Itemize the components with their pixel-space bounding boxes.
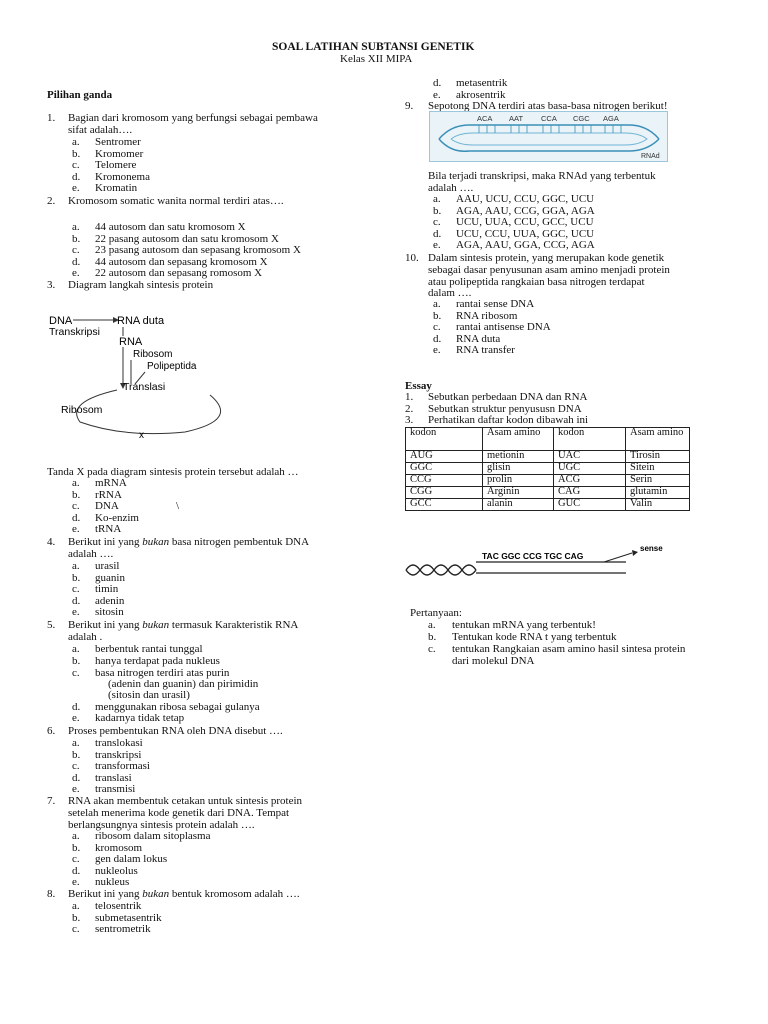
codon-4: CGC — [573, 114, 590, 123]
option-text: mRNA — [95, 477, 127, 489]
text-part: basa nitrogen pembentuk DNA — [169, 536, 310, 548]
option-letter: 3. — [405, 414, 414, 427]
table-header-cell: Asam amino — [626, 428, 690, 451]
option-letter: a. — [433, 298, 441, 310]
option-text: RNA transfer — [456, 344, 515, 357]
codon-2: AAT — [509, 114, 524, 123]
dna-sequence: TAC GGC CCG TGC CAG — [482, 551, 584, 561]
text-emphasis: bukan — [142, 619, 170, 631]
table-row — [406, 475, 690, 487]
page-subtitle: Kelas XII MIPA — [340, 53, 413, 65]
stray-mark: \ — [176, 500, 180, 512]
question-text: RNA akan membentuk cetakan untuk sintesis protein — [68, 795, 303, 807]
option-text: 22 pasang autosom dan satu kromosom X — [95, 232, 279, 245]
option-letter: a. — [72, 643, 80, 655]
option-letter: 2. — [405, 402, 414, 415]
protein-synthesis-diagram — [45, 310, 245, 440]
table-header-cell: kodon — [554, 428, 626, 451]
label-rna-duta: RNA duta — [117, 315, 165, 327]
option-text: ribosom dalam sitoplasma — [95, 830, 211, 842]
option-text: adenin — [95, 594, 125, 607]
option-letter: b. — [433, 309, 442, 322]
option-letter: a. — [72, 737, 80, 749]
label-x: x — [139, 430, 144, 440]
text-part: Berikut ini yang — [68, 888, 143, 900]
option-letter: a. — [72, 136, 80, 148]
question-text: adalah …. — [428, 182, 474, 194]
table-cell: CCG — [406, 475, 483, 487]
option-letter: b. — [72, 488, 81, 501]
option-letter: e. — [72, 523, 80, 536]
option-letter: d. — [433, 227, 442, 240]
codon-table — [405, 427, 690, 511]
option-text: kadarnya tidak tetap — [95, 712, 185, 724]
option-text: rRNA — [95, 488, 122, 501]
question-text: adalah . — [68, 631, 103, 643]
table-cell: Tirosin — [626, 451, 690, 463]
text-part: Berikut ini yang — [68, 536, 143, 548]
option-letter: c. — [433, 216, 441, 229]
option-text: UCU, UUA, CCU, GCC, UCU — [456, 216, 594, 229]
option-letter: d. — [72, 170, 81, 183]
option-text: translasi — [95, 771, 132, 784]
text-part: bentuk kromosom adalah …. — [169, 888, 300, 900]
option-text: telosentrik — [95, 900, 142, 912]
option-text: 23 pasang autosom dan sepasang kromosom X — [95, 244, 301, 257]
table-cell: prolin — [483, 475, 554, 487]
option-text: gen dalam lokus — [95, 853, 168, 866]
option-letter: a. — [433, 193, 441, 205]
option-letter: a. — [72, 560, 80, 572]
question-text: setelah menerima kode genetik dari DNA. Tempat — [68, 807, 290, 819]
label-transkripsi: Transkripsi — [49, 326, 100, 338]
question-text — [68, 889, 300, 900]
option-letter: e. — [72, 712, 80, 724]
option-letter: e. — [433, 239, 441, 252]
text-emphasis: bukan — [142, 536, 170, 548]
table-cell: UAC — [554, 451, 626, 463]
option-text: RNA duta — [456, 332, 501, 345]
label-sense: sense — [640, 544, 663, 553]
option-text: rantai sense DNA — [456, 298, 535, 310]
table-row — [406, 451, 690, 463]
dna-strand-figure — [404, 540, 684, 580]
option-letter: b. — [72, 232, 81, 245]
codon-3: CCA — [541, 114, 557, 123]
dna-segment-figure — [429, 111, 669, 163]
option-text: AGA, AAU, GGA, CCG, AGA — [456, 239, 595, 252]
option-letter: d. — [72, 864, 81, 877]
option-letter: e. — [72, 606, 80, 619]
option-text: 44 autosom dan satu kromosom X — [95, 221, 246, 233]
option-text: tRNA — [95, 523, 122, 536]
option-text: (sitosin dan urasil) — [108, 689, 190, 701]
option-text: rantai antisense DNA — [456, 321, 551, 334]
option-letter: e. — [72, 267, 80, 280]
label-dna: DNA — [49, 315, 73, 327]
question-text: berlangsungnya sintesis protein adalah …. — [68, 819, 255, 831]
option-text: (adenin dan guanin) dan pirimidin — [108, 678, 259, 690]
option-letter: c. — [72, 159, 80, 172]
label-rna: RNA — [119, 336, 143, 348]
table-cell: metionin — [483, 451, 554, 463]
option-letter: d. — [433, 332, 442, 345]
option-letter: e. — [72, 783, 80, 796]
question-text: Bagian dari kromosom yang berfungsi sebagai pembawa — [68, 112, 318, 124]
table-cell: Valin — [626, 499, 690, 511]
question-text: sifat adalah…. — [68, 124, 133, 136]
option-letter: b. — [72, 655, 81, 667]
label-rnad: RNAd — [641, 153, 660, 160]
table-cell: AUG — [406, 451, 483, 463]
table-cell: GGC — [406, 463, 483, 475]
option-letter: c. — [72, 583, 80, 596]
table-cell: CGG — [406, 487, 483, 499]
option-text: tentukan mRNA yang terbentuk! — [452, 619, 596, 631]
option-text: tentukan Rangkaian asam amino hasil sintesa protein — [452, 643, 686, 655]
option-letter: b. — [72, 841, 81, 854]
option-text: Perhatikan daftar kodon dibawah ini — [428, 414, 589, 427]
option-letter: b. — [72, 147, 81, 160]
question-text: Proses pembentukan RNA oleh DNA disebut …. — [68, 725, 283, 737]
question-number: 9. — [405, 100, 414, 112]
option-text: urasil — [95, 560, 120, 572]
option-letter: c. — [72, 500, 80, 513]
question-text: dalam …. — [428, 287, 472, 299]
option-letter: c. — [72, 244, 80, 257]
option-letter: e. — [433, 88, 441, 101]
option-letter: c. — [72, 760, 80, 773]
table-cell: GCC — [406, 499, 483, 511]
option-text: kromosom — [95, 841, 143, 854]
table-header-row — [406, 428, 690, 451]
table-row — [406, 463, 690, 475]
option-text: guanin — [95, 571, 125, 584]
option-letter: a. — [72, 477, 80, 489]
option-letter: e. — [433, 344, 441, 357]
page-title: SOAL LATIHAN SUBTANSI GENETIK — [272, 41, 475, 53]
option-letter: b. — [433, 204, 442, 217]
option-letter: c. — [428, 643, 436, 655]
question-number: 4. — [47, 536, 56, 548]
option-text: 44 autosom dan sepasang kromosom X — [95, 255, 268, 268]
option-text: submetasentrik — [95, 911, 162, 924]
arrow-sense — [604, 553, 632, 562]
label-polipeptida: Polipeptida — [147, 361, 197, 372]
label-translasi: Translasi — [123, 381, 166, 393]
option-letter: a. — [72, 900, 80, 912]
option-letter: c. — [72, 923, 80, 936]
question-number: 10. — [405, 252, 419, 264]
option-letter: d. — [72, 701, 81, 713]
table-header-cell: kodon — [406, 428, 483, 451]
question-number: 7. — [47, 795, 56, 807]
option-text: Kromonema — [95, 170, 150, 183]
question-text: atau polipeptida rangkaian basa nitrogen terdapat — [428, 276, 645, 288]
option-text: RNA ribosom — [456, 309, 518, 322]
option-text: translokasi — [95, 737, 143, 749]
codon-5: AGA — [603, 114, 619, 123]
question-text: Sepotong DNA terdiri atas basa-basa nitrogen berikut! — [428, 100, 668, 112]
option-text: Kromatin — [95, 182, 138, 195]
option-text: transkripsi — [95, 748, 142, 761]
option-text: AGA, AAU, CCG, GGA, AGA — [456, 204, 595, 217]
option-text: transmisi — [95, 783, 136, 796]
option-text: Sebutkan struktur penyususn DNA — [428, 402, 582, 415]
option-text: transformasi — [95, 760, 150, 773]
option-text: Tentukan kode RNA t yang terbentuk — [452, 631, 617, 643]
table-cell: GUC — [554, 499, 626, 511]
option-text: Sentromer — [95, 136, 141, 148]
option-text: Telomere — [95, 159, 137, 172]
option-letter: b. — [72, 911, 81, 924]
option-text: hanya terdapat pada nukleus — [95, 655, 220, 667]
table-cell: UGC — [554, 463, 626, 475]
question-text: Kromosom somatic wanita normal terdiri atas…. — [68, 195, 284, 207]
option-letter: a. — [72, 830, 80, 842]
option-text: menggunakan ribosa sebagai gulanya — [95, 701, 260, 713]
option-text: Kromomer — [95, 147, 144, 160]
option-letter: a. — [428, 619, 436, 631]
option-letter: b. — [72, 748, 81, 761]
text-part: termasuk Karakteristik RNA — [169, 619, 299, 631]
question-text — [68, 537, 309, 548]
question-text: sebagai dasar penyusunan asam amino menjadi protein — [428, 264, 670, 276]
option-text: 22 autosom dan sepasang romosom X — [95, 267, 263, 280]
question-number: 3. — [47, 279, 56, 291]
option-text: Sebutkan perbedaan DNA dan RNA — [428, 391, 588, 403]
question-text — [68, 620, 298, 631]
text-emphasis: bukan — [142, 888, 170, 900]
table-cell: alanin — [483, 499, 554, 511]
option-text: Ko-enzim — [95, 511, 139, 524]
option-letter: c. — [433, 321, 441, 334]
question-text: Dalam sintesis protein, yang merupakan kode genetik — [428, 252, 665, 264]
table-header-cell: Asam amino — [483, 428, 554, 451]
option-letter: a. — [72, 221, 80, 233]
pertanyaan-title: Pertanyaan: — [410, 607, 462, 619]
question-text: Bila terjadi transkripsi, maka RNAd yang terbentuk — [428, 170, 656, 182]
table-cell: glisin — [483, 463, 554, 475]
arrowhead — [632, 550, 638, 556]
table-cell: Sitein — [626, 463, 690, 475]
option-letter: c. — [72, 853, 80, 866]
table-row — [406, 499, 690, 511]
table-cell: CAG — [554, 487, 626, 499]
option-text: dari molekul DNA — [452, 655, 535, 667]
question-number: 5. — [47, 619, 56, 631]
table-cell: Arginin — [483, 487, 554, 499]
section-essay: Essay — [405, 380, 432, 392]
question-number: 6. — [47, 725, 56, 737]
option-letter: d. — [72, 511, 81, 524]
option-text: sentrometrik — [95, 923, 151, 936]
option-text: timin — [95, 583, 119, 596]
table-cell: glutamin — [626, 487, 690, 499]
option-text: berbentuk rantai tunggal — [95, 643, 203, 655]
option-letter: b. — [72, 571, 81, 584]
option-letter: 1. — [405, 391, 414, 403]
question-text: Tanda X pada diagram sintesis protein tersebut adalah … — [47, 466, 299, 478]
option-text: basa nitrogen terdiri atas purin — [95, 667, 230, 679]
option-letter: b. — [428, 631, 437, 643]
option-letter: d. — [72, 594, 81, 607]
table-cell: ACG — [554, 475, 626, 487]
option-text: metasentrik — [456, 77, 508, 89]
option-letter: d. — [433, 77, 442, 89]
question-number: 2. — [47, 195, 56, 207]
codon-1: ACA — [477, 114, 493, 123]
option-letter: e. — [72, 876, 80, 889]
question-number: 8. — [47, 888, 56, 900]
option-text: UCU, CCU, UUA, GGC, UCU — [456, 227, 595, 240]
option-text: AAU, UCU, CCU, GGC, UCU — [456, 193, 595, 205]
label-ribosom-left: Ribosom — [61, 404, 103, 416]
table-row — [406, 487, 690, 499]
option-text: nukleus — [95, 876, 130, 889]
option-text: DNA — [95, 500, 119, 513]
text-part: Berikut ini yang — [68, 619, 143, 631]
option-letter: d. — [72, 771, 81, 784]
label-ribosom-top: Ribosom — [133, 349, 173, 360]
table-cell: Serin — [626, 475, 690, 487]
option-letter: d. — [72, 255, 81, 268]
question-text: Diagram langkah sintesis protein — [68, 279, 214, 291]
option-text: sitosin — [95, 606, 124, 619]
option-text: nukleolus — [95, 864, 138, 877]
option-letter: e. — [72, 182, 80, 195]
option-text: akrosentrik — [456, 88, 506, 101]
question-number: 1. — [47, 112, 56, 124]
option-letter: c. — [72, 667, 80, 679]
section-pilihan-ganda: Pilihan ganda — [47, 89, 113, 101]
question-text: adalah …. — [68, 548, 114, 560]
